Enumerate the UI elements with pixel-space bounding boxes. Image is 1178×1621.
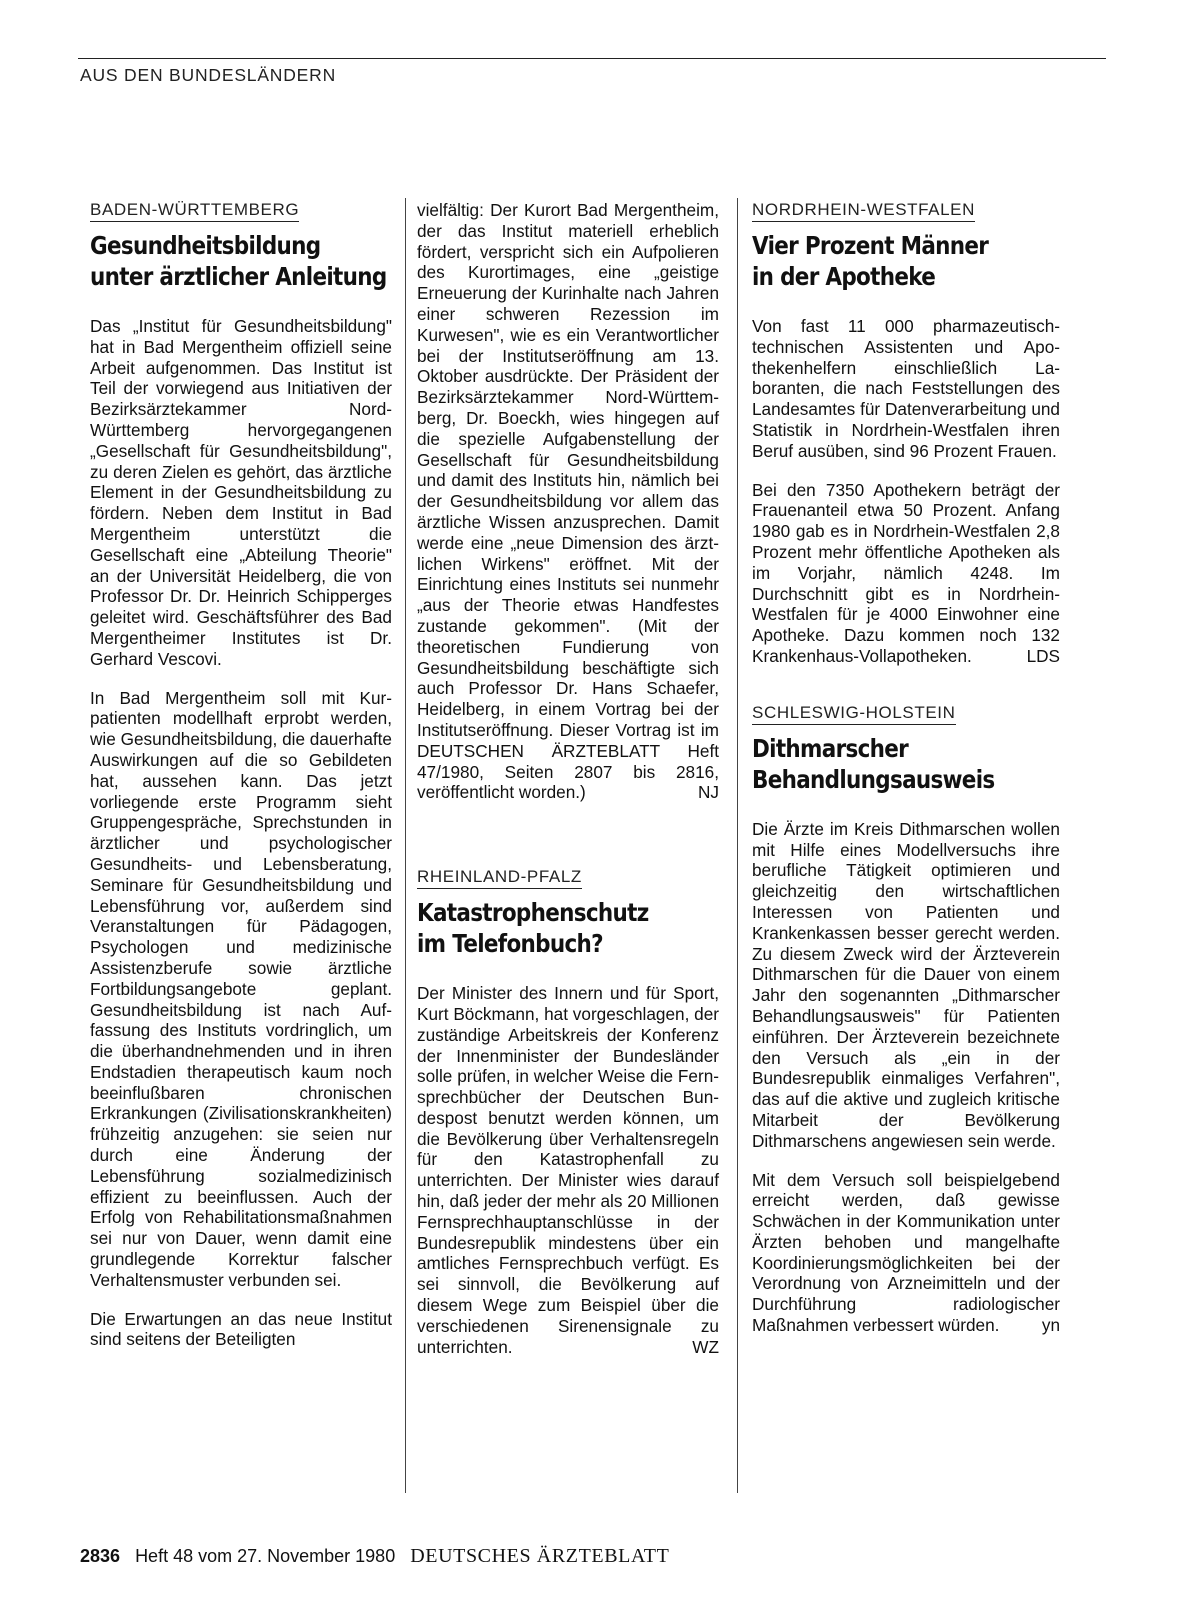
title-line: Vier Prozent Männer xyxy=(752,231,989,260)
title-line: in der Apotheke xyxy=(752,262,936,291)
column-3 xyxy=(752,200,1060,1336)
article-region-schleswig-holstein: SCHLESWIG-HOLSTEIN xyxy=(752,703,956,725)
column-divider-2 xyxy=(737,198,738,1493)
article-region-rheinland-pfalz: RHEINLAND-PFALZ xyxy=(417,867,582,889)
title-line: unter ärztlicher Anleitung xyxy=(90,262,387,291)
title-line: im Telefonbuch? xyxy=(417,929,603,959)
page-number: 2836 xyxy=(80,1546,121,1566)
article-body-katastrophenschutz xyxy=(417,983,719,1357)
paragraph xyxy=(417,200,719,803)
author-initials: NJ xyxy=(697,782,719,803)
column-2 xyxy=(417,200,719,1357)
paragraph: Die Ärzte im Kreis Dithmarschen wollen mit Hilfe eines Modellversuchs ihre berufliche Tätigkeit optimieren und gleichzeitig den wirtschaftlichen Interessen von Patienten und Krankenkassen besser gerecht werden. Zu diesem Zweck wird der Ärzteverein Dithmarschen für die Dauer von einem Jahr den sogenannten „Dithmarscher Behandlungsausweis" für Patienten einführen. Der Ärzteverein bezeichnete den Versuch als „ein in der Bundesrepublik einmaliges Verfahren", das auf die aktive und zugleich kritische Mitarbeit der Bevölkerung Dithmarschens angewiesen sein werde. xyxy=(752,818,1060,1151)
paragraph-text: vielfältig: Der Kurort Bad Mergentheim, der das Institut materiell erheblich fördert, verspricht sich ein Aufpolieren des Kurortimages, eine „geistige Erneuerung der Kurinhalte nach Jahren einer schweren Rezession im Kurwesen", wie es ein Verantwortlicher bei der Institutseröffnung am 13. Oktober ausdrückte. Der Präsident der Bezirksärztekammer Nord-Württemberg, Dr. Boeckh, wies hingegen auf die spezielle Aufgabenstellung der Gesellschaft für Gesundheitsbildung und damit des Instituts hin, nämlich bei der Gesundheitsbildung vor allem das ärztliche Wissen anzusprechen. Damit werde eine „neue Dimension des ärztlichen Wirkens" eröffnet. Mit der Einrichtung eines Instituts sei nunmehr „aus der Theorie etwas Handfestes zustande gekommen". (Mit der theoretischen Fundierung von Gesundheitsbildung beschäftigte sich auch Professor Dr. Hans Schaefer, Heidelberg, in einem Vortrag bei der Institutseröffnung. Dieser Vortrag ist im DEUTSCHEN ÄRZTEBLATT Heft 47/1980, Seiten 2807 bis 2816, veröffentlicht worden.) xyxy=(417,200,719,803)
paragraph-text: Bei den 7350 Apothekern beträgt der Frauenanteil etwa 50 Prozent. Anfang 1980 gab es in Nordrhein-Westfalen 2,8 Prozent mehr öffentliche Apotheken als im Vorjahr, nämlich 4248. Im Durchschnitt gibt es in Nordrhein-Westfalen für je 4000 Einwohner eine Apotheke. Dazu kommen noch 132 Krankenhaus-Vollapotheken. xyxy=(752,479,1060,666)
article-region-baden-wuerttemberg: BADEN-WÜRTTEMBERG xyxy=(90,200,299,222)
column-divider-1 xyxy=(405,198,406,1493)
spacer xyxy=(417,803,719,867)
title-line: Gesundheitsbildung xyxy=(90,231,321,260)
paragraph xyxy=(417,983,719,1357)
paragraph: In Bad Mergentheim soll mit Kurpatienten modellhaft erprobt werden, wie Gesundheitsbildung, die dauerhafte Auswirkungen auf die so Gebildeten hat, aussehen kann. Das jetzt vorliegende erste Programm sieht Gruppengespräche, Sprechstunden in ärztlicher und psychologischer Gesundheits- und Lebensberatung, Seminare für Gesundheitsbildung und Lebensführung vor, außerdem sind Veranstaltungen für Pädagogen, Psychologen und medizinische Assistenzberufe sowie ärztliche Fortbildungsangebote geplant. Gesundheitsbildung ist nach Auffassung des Instituts vordringlich, um die überhandnehmenden und in ihren Endstadien therapeutisch kaum noch beeinflußbaren chronischen Erkrankungen (Zivilisationskrankheiten) frühzeitig anzugehen: sie seien nur durch eine Änderung der Lebensführung sozialmedizinisch effizient zu beeinflussen. Auch der Erfolg von Rehabilitationsmaßnahmen sei nur von Dauer, wenn damit eine grundlegende Korrektur falscher Verhaltensmuster verbunden sei. xyxy=(90,687,392,1290)
paragraph xyxy=(752,480,1060,667)
paragraph xyxy=(752,1170,1060,1336)
paragraph: Von fast 11 000 pharmazeutisch-technischen Assistenten und Apothekenhelfern einschließlich Laboranten, die nach Feststellungen des Landesamtes für Datenverarbeitung und Statistik in Nordrhein-Westfalen ihren Beruf ausüben, sind 96 Prozent Frauen. xyxy=(752,316,1060,461)
article-body-gesundheitsbildung xyxy=(90,316,392,1350)
column-1 xyxy=(90,200,392,1350)
article-title-dithmarscher xyxy=(752,733,1059,795)
issue-info: Heft 48 vom 27. November 1980 xyxy=(135,1546,396,1566)
paragraph: Das „Institut für Gesundheitsbildung" hat in Bad Mergentheim offiziell seine Arbeit aufgenommen. Das Institut ist Teil der vorwiegend aus Initiativen der Bezirksärztekammer Nord-Württemberg hervorgegangenen „Gesellschaft für Gesundheitsbildung", zu deren Zielen es gehört, das ärztliche Element in der Gesundheitsbildung zu fördern. Neben dem Institut in Bad Mergentheim unterstützt die Gesellschaft eine „Abteilung Theorie" an der Universität Heidelberg, die von Professor Dr. Dr. Heinrich Schipperges geleitet wird. Geschäftsführer des Bad Mergentheimer Institutes ist Dr. Gerhard Vescovi. xyxy=(90,316,392,669)
spacer xyxy=(752,667,1060,703)
paragraph-text: Mit dem Versuch soll beispielgebend erreicht werden, daß gewisse Schwächen in der Kommunikation unter Ärzten behoben und mangelhafte Koordinierungsmöglichkeiten bei der Verordnung von Arzneimitteln und der Durchführung radiologischer Maßnahmen verbessert würden. xyxy=(752,1169,1060,1336)
author-initials: WZ xyxy=(692,1336,719,1357)
page-footer xyxy=(80,1545,669,1568)
author-initials: LDS xyxy=(1026,645,1060,666)
section-header: AUS DEN BUNDESLÄNDERN xyxy=(80,65,337,85)
article-body-vier-prozent xyxy=(752,316,1060,667)
title-line: Katastrophenschutz xyxy=(417,898,649,928)
top-rule xyxy=(78,58,1106,59)
article-body-dithmarscher xyxy=(752,819,1060,1336)
title-line: Dithmarscher xyxy=(752,733,909,763)
article-region-nordrhein-westfalen: NORDRHEIN-WESTFALEN xyxy=(752,200,975,222)
author-initials: yn xyxy=(1041,1315,1060,1336)
article-title-katastrophenschutz xyxy=(417,897,718,959)
article-title-gesundheitsbildung xyxy=(90,230,391,292)
publication-name: DEUTSCHES ÄRZTEBLATT xyxy=(410,1545,670,1567)
title-line: Behandlungsausweis xyxy=(752,764,995,794)
article-title-vier-prozent xyxy=(752,230,1059,292)
paragraph: Die Erwartungen an das neue Institut sind seitens der Beteiligten xyxy=(90,1308,392,1350)
paragraph-text: Der Minister des Innern und für Sport, Kurt Böckmann, hat vorgeschlagen, der zuständige Arbeitskreis der Konferenz der Innenminister der Bundesländer solle prüfen, in welcher Weise die Fernsprechbücher der Deutschen Bundespost benutzt werden können, um die Bevölkerung über Verhaltensregeln für den Katastrophenfall zu unterrichten. Der Minister wies darauf hin, daß jeder der mehr als 20 Millionen Fernsprechhauptanschlüsse in der Bundesrepublik mindestens über ein amtliches Fernsprechbuch verfügt. Es sei sinnvoll, die Bevölkerung auf diesem Wege zum Beispiel über die verschiedenen Sirenensignale zu unterrichten. xyxy=(417,983,719,1357)
article-body-continuation xyxy=(417,200,719,803)
